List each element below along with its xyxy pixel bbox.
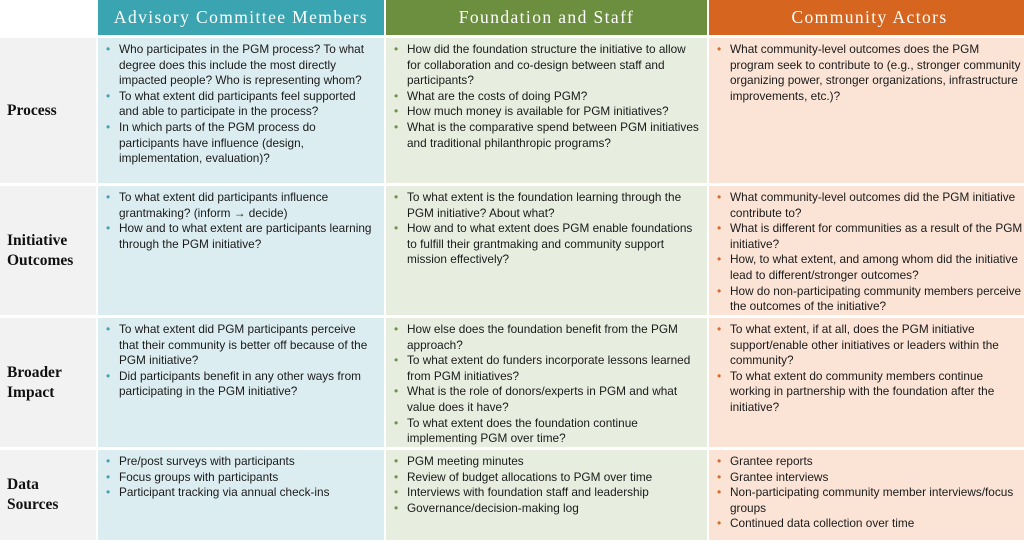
list-item: • Governance/decision-making log	[393, 501, 701, 517]
bullet-list	[105, 190, 378, 252]
cell-outcomes-community	[709, 186, 1024, 318]
list-item: • Did participants benefit in any other ways from participating in the PGM initiative?	[105, 369, 378, 400]
list-item: • To what extent did PGM participants perceive that their community is better off because of the PGM initiative?	[105, 322, 378, 369]
bullet-list	[716, 322, 1024, 416]
cell-process-advisory	[98, 38, 384, 186]
bullet-list	[393, 322, 701, 447]
row-header-broader-impact: Broader Impact	[0, 318, 96, 450]
list-item: • What community-level outcomes did the PGM initiative contribute to?	[716, 190, 1024, 221]
bullet-list	[393, 454, 701, 516]
list-item: • To what extent did participants feel supported and able to participate in the process?	[105, 89, 378, 120]
cell-outcomes-advisory	[98, 186, 384, 318]
list-item: • PGM meeting minutes	[393, 454, 701, 470]
bullet-list	[393, 190, 701, 268]
list-item: • To what extent, if at all, does the PGM initiative support/enable other initiatives or leaders within the community?	[716, 322, 1024, 369]
row-header-data-sources: Data Sources	[0, 450, 96, 543]
bullet-list	[105, 42, 378, 167]
cell-data-community	[709, 450, 1024, 543]
list-item: • To what extent did participants influence grantmaking? (inform → decide)	[105, 190, 378, 221]
list-item: • Continued data collection over time	[716, 516, 1024, 532]
list-item: • How else does the foundation benefit from the PGM approach?	[393, 322, 701, 353]
bullet-list	[105, 322, 378, 400]
list-item: • To what extent do funders incorporate lessons learned from PGM initiatives?	[393, 353, 701, 384]
list-item: • What is the comparative spend between PGM initiatives and traditional philanthropic programs?	[393, 120, 701, 151]
list-item: • How, to what extent, and among whom did the initiative lead to different/stronger outcomes?	[716, 252, 1024, 283]
list-item: • How do non-participating community members perceive the outcomes of the initiative?	[716, 284, 1024, 315]
list-item: • Focus groups with participants	[105, 470, 378, 486]
row-header-initiative-outcomes: Initiative Outcomes	[0, 186, 96, 318]
cell-process-foundation	[386, 38, 707, 186]
row-header-process: Process	[0, 38, 96, 186]
list-item: • What is the role of donors/experts in PGM and what value does it have?	[393, 384, 701, 415]
list-item: • Review of budget allocations to PGM over time	[393, 470, 701, 486]
list-item: • Participant tracking via annual check-ins	[105, 485, 378, 501]
list-item: • How much money is available for PGM initiatives?	[393, 104, 701, 120]
table-corner	[0, 0, 96, 38]
list-item: • Pre/post surveys with participants	[105, 454, 378, 470]
bullet-list	[716, 42, 1024, 104]
list-item: • Grantee interviews	[716, 470, 1024, 486]
list-item: • To what extent does the foundation continue implementing PGM over time?	[393, 416, 701, 447]
bullet-list	[105, 454, 378, 501]
list-item: • To what extent do community members continue working in partnership with the foundation after the initiative?	[716, 369, 1024, 416]
cell-data-advisory	[98, 450, 384, 543]
column-header-foundation: Foundation and Staff	[386, 0, 707, 38]
column-header-community: Community Actors	[709, 0, 1024, 38]
cell-data-foundation	[386, 450, 707, 543]
cell-outcomes-foundation	[386, 186, 707, 318]
cell-impact-advisory	[98, 318, 384, 450]
cell-impact-community	[709, 318, 1024, 450]
list-item: • How and to what extent does PGM enable foundations to fulfill their grantmaking and community support mission effectively?	[393, 221, 701, 268]
list-item: • To what extent is the foundation learning through the PGM initiative? About what?	[393, 190, 701, 221]
bullet-list	[716, 454, 1024, 532]
list-item: • What community-level outcomes does the PGM program seek to contribute to (e.g., stronger community organizing power, stronger organizations, infrastructure improvements, etc.)?	[716, 42, 1024, 104]
list-item: • How and to what extent are participants learning through the PGM initiative?	[105, 221, 378, 252]
cell-impact-foundation	[386, 318, 707, 450]
list-item: • Grantee reports	[716, 454, 1024, 470]
list-item: • Non-participating community member interviews/focus groups	[716, 485, 1024, 516]
list-item: • What are the costs of doing PGM?	[393, 89, 701, 105]
column-header-advisory: Advisory Committee Members	[98, 0, 384, 38]
list-item: • In which parts of the PGM process do participants have influence (design, implementation, evaluation)?	[105, 120, 378, 167]
list-item: • How did the foundation structure the initiative to allow for collaboration and co-design between staff and participants?	[393, 42, 701, 89]
list-item: • What is different for communities as a result of the PGM initiative?	[716, 221, 1024, 252]
list-item: • Interviews with foundation staff and leadership	[393, 485, 701, 501]
bullet-list	[393, 42, 701, 151]
cell-process-community	[709, 38, 1024, 186]
bullet-list	[716, 190, 1024, 315]
list-item: • Who participates in the PGM process? To what degree does this include the most directly impacted people? Who is representing whom?	[105, 42, 378, 89]
